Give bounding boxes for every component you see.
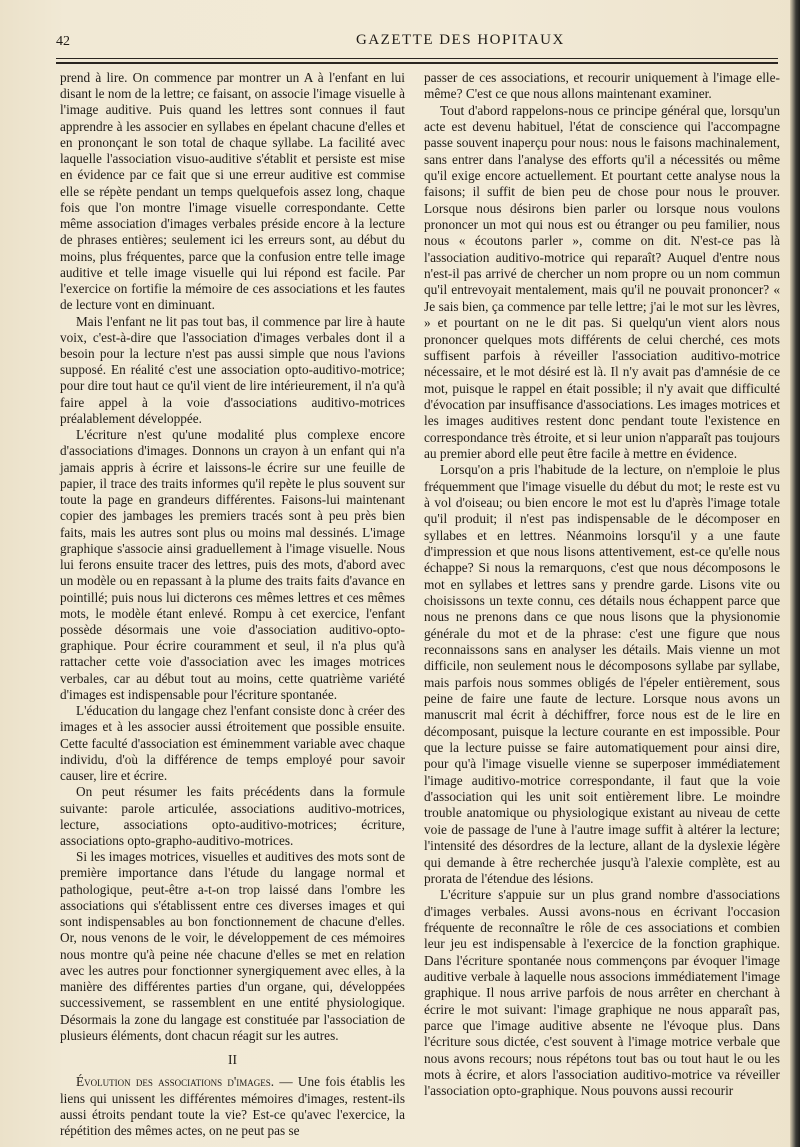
left-paragraph-6: Si les images motrices, visuelles et auditives des mots sont de première importance dans l'étude du langage normal et pathologique, peut-être a-t-on trop laissé dans l'ombre les associations qui s'établissent entre ces diverses images et qui sont indispensables au bon fonctionnement de chacune d'elles. Or, nous venons de le voir, le développement de ces mémoires nous montre qu'à peine née chacune d'elles se met en relation avec les autres pour fonctionner synergiquement avec elles, à la manière des différentes parties d'un organe, qui, développées successivement, se rassemblent en une entité physiologique. Désormais la zone du langage est constituée par l'association de plusieurs éléments, dont chacun réagit sur les autres. [60, 849, 405, 1043]
section-paragraph-text: — Une fois établis les liens qui unissent les différentes mémoires d'images, restent-ils aussi étroits pendant toute la vie? Est-ce qu'avec l'exercice, la répétition des mêmes actes, on ne peut pas se [60, 1074, 405, 1138]
page-header [56, 30, 776, 54]
running-title: GAZETTE DES HOPITAUX [356, 32, 565, 48]
left-paragraph-1: prend à lire. On commence par montrer un A à l'enfant en lui disant le nom de la lettre; ce faisant, on associe l'image visuelle à l'image auditive. Puis quand les lettres sont connues il faut apprendre à les associer en syllabes en épelant chacune d'elles et en prononçant le son total de chaque syllabe. La facilité avec laquelle l'association visuo-auditive s'établit et persiste est mise en évidence par ce fait que si une erreur auditive est commise elle se répète pendant un temps quelquefois assez long, chaque fois que l'on montre l'image visuelle correspondante. Cette même association d'images verbales préside encore à la lecture de phrases entières; seulement ici les erreurs sont, au début du moins, plus fréquentes, parce que la confusion entre telle image auditive et telle image visuelle qui lui répond est facile. Par l'exercice on fortifie la mémoire de ces associations et les fautes de lecture vont en diminuant. [60, 70, 405, 313]
right-paragraph-3: Lorsqu'on a pris l'habitude de la lecture, on n'emploie le plus fréquemment que l'image visuelle du début du mot; le reste est vu à vol d'oiseau; ou bien encore le mot est lu d'après l'image totale qu'il produit; il n'est pas indispensable de le décomposer en syllabes et en lettres. Néanmoins lorsqu'il y a une faute d'impression et que nous lisons attentivement, est-ce qu'elle nous échappe? Si nous la remarquons, c'est que nous décomposons le mot en syllabes et lettres sans y prendre garde. Lisons vite ou choisissons un texte connu, ces détails nous échappent parce que nous ne prenons dans ce que nous lisons que la physionomie générale du mot et de la phrase: c'est une figure que nous reconnaissons sans en analyser les détails. Mais vienne un mot difficile, non seulement nous le décomposons syllabe par syllabe, mais parfois nous sommes obligés de l'épeler entièrement, sous peine de faire une faute de lecture. Lorsque nous avons un manuscrit mal écrit à déchiffrer, force nous est de le lire en décomposant, puisque la lecture courante en est impossible. Pour que la lecture puisse se faire automatiquement pour ainsi dire, pour qu'à l'image visuelle vienne se superposer immédiatement l'image auditivo-motrice correspondante, il faut que la voie d'association qui les unit soit entièrement libre. Le moindre trouble anatomique ou physiologique existant au niveau de cette voie de passage de l'une à l'autre image suffit à altérer la lecture; l'intensité des désordres de la lecture, allant de la dyslexie légère qui demande à être recherchée jusqu'à l'alexie complète, est au prorata de l'étendue des lésions. [424, 462, 780, 886]
header-rule-thin [56, 58, 778, 59]
left-paragraph-5: On peut résumer les faits précédents dans la formule suivante: parole articulée, associations auditivo-motrices, lecture, associations opto-auditivo-motrices; écriture, associations opto-grapho-auditivo-motrices. [60, 784, 405, 849]
right-paragraph-1: passer de ces associations, et recourir uniquement à l'image elle-même? C'est ce que nous allons maintenant examiner. [424, 70, 780, 102]
left-paragraph-4: L'éducation du langage chez l'enfant consiste donc à créer des images et à les associer aussi étroitement que possible ensuite. Cette faculté d'association est éminemment variable avec chaque individu, d'où la différence de temps employé pour savoir causer, lire et écrire. [60, 703, 405, 784]
left-paragraph-3: L'écriture n'est qu'une modalité plus complexe encore d'associations d'images. Donnons un crayon à un enfant qui n'a jamais appris à écrire et laissons-le écrire sur une feuille de papier, il trace des traits informes qu'il repète le plus souvent sur toute la page en grandeurs différentes. Faisons-lui maintenant copier des jambages les premiers tracés sont à peu près bien faits, mais les autres sont plus ou moins mal dessinés. L'image graphique s'associe ainsi graduellement à l'image visuelle. Nous lui ferons ensuite tracer des lettres, puis des mots, d'abord avec un modèle ou en repassant à la plume des traits faits d'avance en pointillé; puis nous lui dicterons ces mêmes lettres et ces mêmes mots, le modèle étant enlevé. Rompu à cet exercice, l'enfant possède désormais une voie d'association auditivo-opto-graphique. Pour écrire couramment et seul, il n'a plus qu'à rattacher cette voie d'association avec les images motrices verbales, car au début tout au moins, cette quatrième variété d'images est indispensable pour l'écriture spontanée. [60, 427, 405, 702]
section-paragraph [60, 1074, 405, 1139]
section-heading: Évolution des associations d'images. [76, 1074, 275, 1090]
left-paragraph-2: Mais l'enfant ne lit pas tout bas, il commence par lire à haute voix, c'est-à-dire que l'association d'images verbales dont il a besoin pour la lecture n'est pas aussi simple que nous l'avions supposé. En réalité c'est une association opto-auditivo-motrice; pour dire tout haut ce qu'il vient de lire intérieurement, il n'a qu'à faire appel à la voie d'associations auditivo-motrices préalablement développée. [60, 313, 405, 426]
left-column [60, 70, 405, 1139]
page-number: 42 [56, 34, 70, 49]
binding-edge [790, 0, 800, 1147]
right-paragraph-4: L'écriture s'appuie sur un plus grand nombre d'associations d'images verbales. Aussi avons-nous en écrivant l'occasion fréquente de reconnaître le rôle de ces associations et combien leur jeu est indispensable à l'exercice de la fonction graphique. Dans l'écriture spontanée nous commençons par évoquer l'image auditive verbale à laquelle nous associons immédiatement l'image graphique. Il nous arrive parfois de nous arrêter en cherchant à écrire le mot suivant: l'image graphique ne nous apparaît pas, parce que l'image auditive absente ne l'évoque plus. Dans l'écriture sous dictée, c'est souvent à l'image motrice verbale que nous avons recours; nous répétons tout bas ou tout haut le ou les mots à écrire, et alors l'association auditivo-motrice va réveiller l'association opto-graphique. Nous pouvons aussi recourir [424, 887, 780, 1099]
header-rule-thick [56, 62, 778, 64]
section-number: II [228, 1052, 237, 1068]
right-paragraph-2: Tout d'abord rappelons-nous ce principe général que, lorsqu'un acte est devenu habituel, l'état de conscience qui l'accompagne passe souvent inaperçu pour nous: nous le faisons machinalement, sans entrer dans l'analyse des efforts qu'il a nécessités ou même qu'il exige encore actuellement. Et pourtant cette analyse nous la faisons; il suffit de bien peu de chose pour nous le prouver. Lorsque nous désirons bien parler ou lorsque nous voulons prononcer un mot qui nous est ou étranger ou peu familier, nous nous « écoutons parler », comme on dit. N'est-ce pas là l'association auditivo-motrice qui reparaît? Auquel d'entre nous n'est-il pas arrivé de chercher un nom propre ou un nom commun qu'il entrevoyait mentalement, mais qu'il ne pouvait prononcer? « Je sais bien, ça commence par telle lettre; j'ai le mot sur les lèvres, » et pourtant on ne le dit pas. Si quelqu'un vient alors nous prononcer quelques mots différents de celui cherché, ces mots suffisent parfois à réveiller l'association auditivo-motrice nécessaire, et le mot désiré est là. Il n'y avait pas d'amnésie de ce mot, puisque le rappel en était possible; il n'y avait que difficulté d'évocation par insuffisance d'associations. Les images motrices et les images auditives restent donc pendant toute l'existence en correspondance très étroite, et si leur union n'apparaît pas toujours au premier abord elle peut être facile à mettre en évidence. [424, 102, 780, 461]
right-column [424, 70, 780, 1100]
